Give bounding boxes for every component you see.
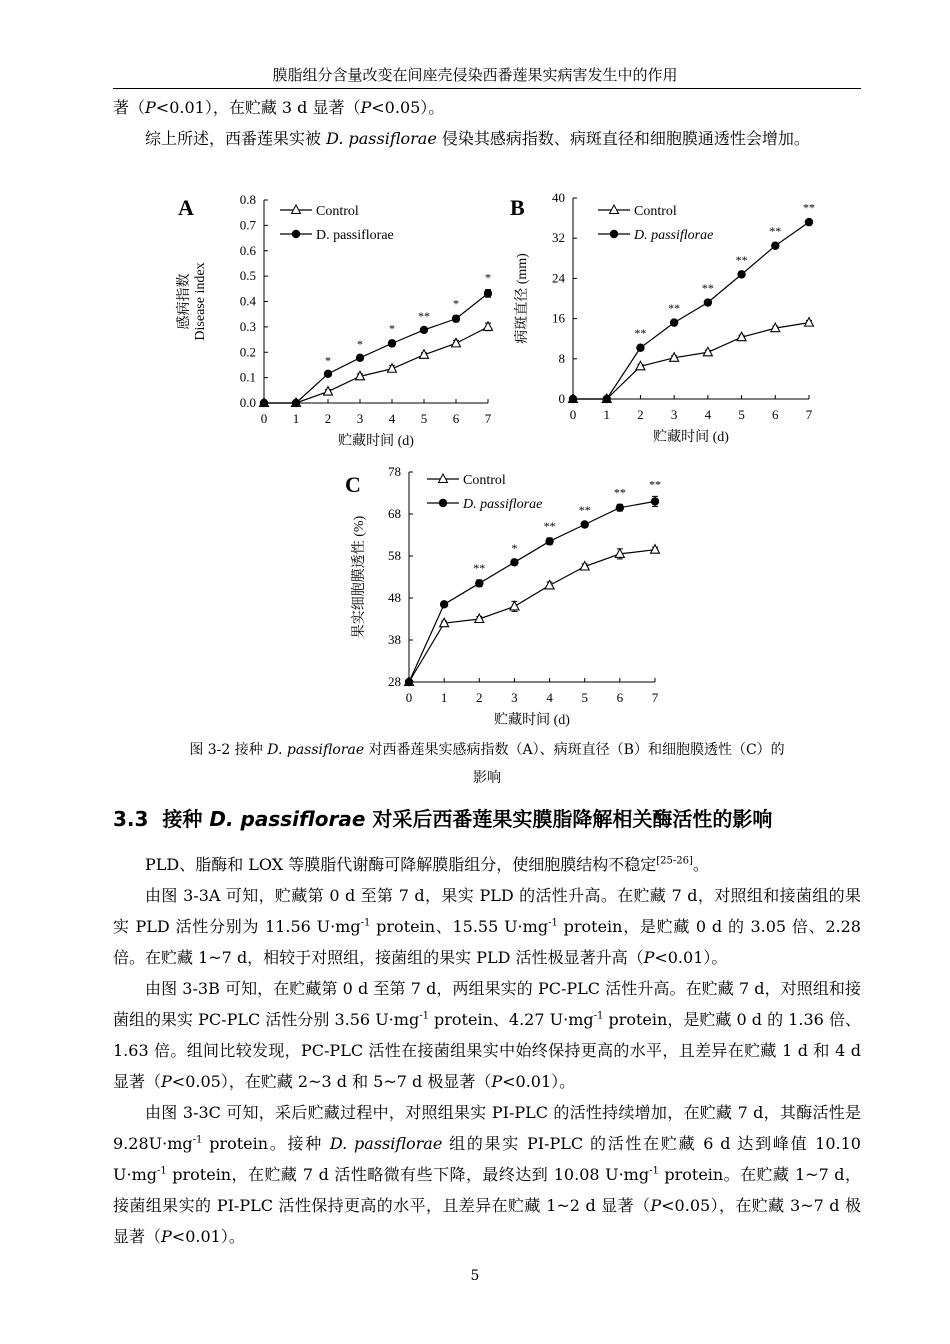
series-line-treated <box>409 501 655 682</box>
y-tick-label: 28 <box>388 674 401 689</box>
data-point-control <box>324 387 333 396</box>
legend-marker <box>439 474 448 483</box>
paragraph-pc-plc: 由图 3-3B 可知，在贮藏第 0 d 至第 7 d，两组果实的 PC-PLC 活性升高。在贮藏 7 d，对照组和接菌组的果实 PC-PLC 活性分别 3.56 $U\cdot mg^{-1}$ protein、4.27 $U\cdot mg^{-1}$ protein，是贮藏 0 d 的 1.36 倍、1.63 倍。组间比较发现，PC-PLC 活性在接菌组果实中始终保持更高的水平，且差异在贮藏 1 d 和 4 d 显著（P<0.05），在贮藏 2~3 d 和 5~7 d 极显著（P<0.01）。 <box>113 979 861 1091</box>
x-tick-label: 0 <box>260 411 268 426</box>
data-point-treated <box>292 399 300 407</box>
x-tick-label: 4 <box>704 407 712 422</box>
data-point-control <box>651 545 660 554</box>
data-point-treated <box>737 270 745 278</box>
x-tick-label: 2 <box>324 411 332 426</box>
section-heading: 3.3 接种 D. passiflorae 对采后西番莲果实膜脂降解相关酶活性的影响 <box>113 807 773 831</box>
paragraph-summary: 综上所述，西番莲果实被 D. passiflorae 侵染其感病指数、病斑直径和细胞膜通透性会增加。 <box>145 129 810 148</box>
data-point-treated <box>510 558 518 566</box>
paragraph-pld-intro: PLD、脂酶和 LOX 等膜脂代谢酶可降解膜脂组分，使细胞膜结构不稳定[25-26]。 <box>145 855 709 874</box>
header-rule <box>113 88 861 89</box>
legend-label: Control <box>463 473 506 488</box>
x-tick-label: 6 <box>616 690 624 705</box>
data-point-treated <box>475 579 483 587</box>
data-point-treated <box>260 399 268 407</box>
legend-marker <box>439 499 447 507</box>
y-axis-label: Disease index <box>193 262 208 341</box>
data-point-treated <box>636 344 644 352</box>
page-number: 5 <box>470 1268 480 1284</box>
x-tick-label: 3 <box>511 690 518 705</box>
significance-label: ** <box>701 281 714 296</box>
data-point-treated <box>616 504 624 512</box>
legend-label: Control <box>316 204 359 219</box>
x-tick-label: 0 <box>569 407 577 422</box>
y-tick-label: 0.6 <box>239 242 256 258</box>
x-tick-label: 1 <box>603 407 610 422</box>
chart-panel-c <box>335 460 675 735</box>
y-tick-label: 0.5 <box>239 268 256 284</box>
data-point-treated <box>581 520 589 528</box>
data-point-control <box>805 318 814 327</box>
data-point-control <box>510 601 519 610</box>
significance-label: ** <box>543 518 556 533</box>
data-point-treated <box>420 326 428 334</box>
paragraph-continuation: 著（P<0.01），在贮藏 3 d 显著（P<0.05）。 <box>113 98 445 117</box>
legend-label: D. passiflorae <box>634 228 714 243</box>
x-tick-label: 3 <box>356 411 364 426</box>
significance-label: ** <box>418 308 430 323</box>
legend-label: D. passiflorae <box>463 497 543 512</box>
y-tick-label: 78 <box>388 464 401 479</box>
significance-label: * <box>485 270 491 285</box>
data-point-control <box>703 347 712 356</box>
x-tick-label: 7 <box>805 407 813 422</box>
data-point-control <box>545 580 554 589</box>
x-tick-label: 0 <box>405 690 413 705</box>
y-tick-label: 0.4 <box>239 293 256 309</box>
data-point-treated <box>356 354 364 362</box>
significance-label: ** <box>473 560 486 575</box>
legend-label: Control <box>634 204 677 219</box>
y-axis-label: 病斑直径 (mm) <box>515 253 530 344</box>
data-point-treated <box>452 315 460 323</box>
paragraph-pi-plc: 由图 3-3C 可知，采后贮藏过程中，对照组果实 PI-PLC 的活性持续增加，在贮藏 7 d，其酶活性是 $9.28U\cdot mg^{-1}$ protein。接种 D. passiflorae 组的果实 PI-PLC 的活性在贮藏 6 d 达到峰值 10.10 $U\cdot mg^{-1}$ protein，在贮藏 7 d 活性略微有些下降，最终达到 10.08 $U\cdot mg^{-1}$ protein。在贮藏 1~7 d，接菌组果实的 PI-PLC 活性保持更高的水平，且差异在贮藏 1~2 d 显著（P<0.05），在贮藏 3~7 d 极显著（P<0.01）。 <box>113 1103 861 1246</box>
x-tick-label: 7 <box>651 690 659 705</box>
data-point-control <box>484 322 493 331</box>
y-tick-label: 0.8 <box>239 192 256 207</box>
data-point-treated <box>324 370 332 378</box>
y-tick-label: 0.7 <box>239 217 256 233</box>
chart-panel-a <box>170 185 500 455</box>
y-tick-label: 48 <box>388 590 401 605</box>
y-tick-label: 0.2 <box>239 344 256 360</box>
y-tick-label: 40 <box>552 190 565 205</box>
data-point-treated <box>771 242 779 250</box>
series-line-control <box>573 323 809 399</box>
x-tick-label: 5 <box>581 690 588 705</box>
x-axis-label: 贮藏时间 (d) <box>494 713 570 728</box>
y-tick-label: 38 <box>388 632 401 647</box>
data-point-treated <box>805 218 813 226</box>
data-point-treated <box>388 339 396 347</box>
x-axis-label: 贮藏时间 (d) <box>653 430 729 445</box>
data-point-control <box>452 338 461 347</box>
y-tick-label: 32 <box>552 230 565 246</box>
x-tick-label: 5 <box>420 411 428 426</box>
significance-label: ** <box>613 485 626 500</box>
x-tick-label: 7 <box>484 411 492 426</box>
significance-label: ** <box>578 502 591 517</box>
panel-letter: B <box>510 195 525 220</box>
significance-label: ** <box>769 224 782 239</box>
panel-letter: C <box>345 472 361 497</box>
y-tick-label: 58 <box>388 548 401 563</box>
data-point-treated <box>603 395 611 403</box>
x-tick-label: 2 <box>637 407 644 422</box>
data-point-treated <box>569 395 577 403</box>
data-point-treated <box>484 289 492 297</box>
significance-label: * <box>389 321 395 336</box>
data-point-treated <box>651 497 659 505</box>
x-tick-label: 6 <box>452 411 460 426</box>
significance-label: ** <box>735 252 748 267</box>
x-tick-label: 6 <box>772 407 779 422</box>
running-header: 膜脂组分含量改变在间座壳侵染西番莲果实病害发生中的作用 <box>272 66 678 84</box>
y-tick-label: 0.1 <box>239 369 256 385</box>
y-axis-label: 感病指数 <box>177 273 192 330</box>
x-tick-label: 5 <box>738 407 745 422</box>
significance-label: ** <box>634 326 647 341</box>
x-tick-label: 1 <box>440 690 448 705</box>
chart-panel-b <box>500 185 830 455</box>
data-point-treated <box>440 600 448 608</box>
y-tick-label: 16 <box>552 310 565 326</box>
legend-marker <box>610 205 619 214</box>
legend-marker <box>292 205 301 214</box>
series-line-control <box>409 550 655 682</box>
y-tick-label: 8 <box>558 350 565 366</box>
significance-label: ** <box>803 200 815 215</box>
y-tick-label: 0 <box>558 391 565 406</box>
paragraph-pld: 由图 3-3A 可知，贮藏第 0 d 至第 7 d，果实 PLD 的活性升高。在贮藏 7 d，对照组和接菌组的果实 PLD 活性分别为 11.56 $U\cdot mg^{-1}$ protein、15.55 $U\cdot mg^{-1}$ protein，是贮藏 0 d 的 3.05 倍、2.28 倍。在贮藏 1~7 d，相较于对照组，接菌组的果实 PLD 活性极显著升高（P<0.01）。 <box>113 886 861 967</box>
data-point-treated <box>670 318 678 326</box>
legend-marker <box>292 230 300 238</box>
x-tick-label: 3 <box>670 407 678 422</box>
x-tick-label: 2 <box>476 690 483 705</box>
y-tick-label: 24 <box>552 270 565 286</box>
data-point-treated <box>545 537 553 545</box>
significance-label: * <box>325 353 331 368</box>
data-point-treated <box>405 678 413 686</box>
legend-marker <box>610 230 618 238</box>
x-axis-label: 贮藏时间 (d) <box>338 434 414 449</box>
significance-label: * <box>511 540 518 555</box>
significance-label: * <box>357 336 363 351</box>
y-axis-label: 果实细胞膜透性 (%) <box>352 515 367 639</box>
x-tick-label: 4 <box>546 690 553 705</box>
figure-caption: 图 3-2 接种 D. passiflorae 对西番莲果实感病指数（A）、病斑直径（B）和细胞膜透性（C）的 影响 <box>189 742 785 786</box>
y-tick-label: 0.3 <box>239 318 256 334</box>
panel-letter: A <box>178 195 194 220</box>
data-point-treated <box>704 298 712 306</box>
y-tick-label: 0.0 <box>239 395 256 410</box>
significance-label: * <box>453 296 459 311</box>
legend-label: D. passiflorae <box>316 228 394 243</box>
significance-label: ** <box>649 477 661 492</box>
x-tick-label: 4 <box>388 411 396 426</box>
x-tick-label: 1 <box>292 411 300 426</box>
y-tick-label: 68 <box>388 506 401 521</box>
series-line-control <box>264 327 488 403</box>
significance-label: ** <box>668 301 681 316</box>
